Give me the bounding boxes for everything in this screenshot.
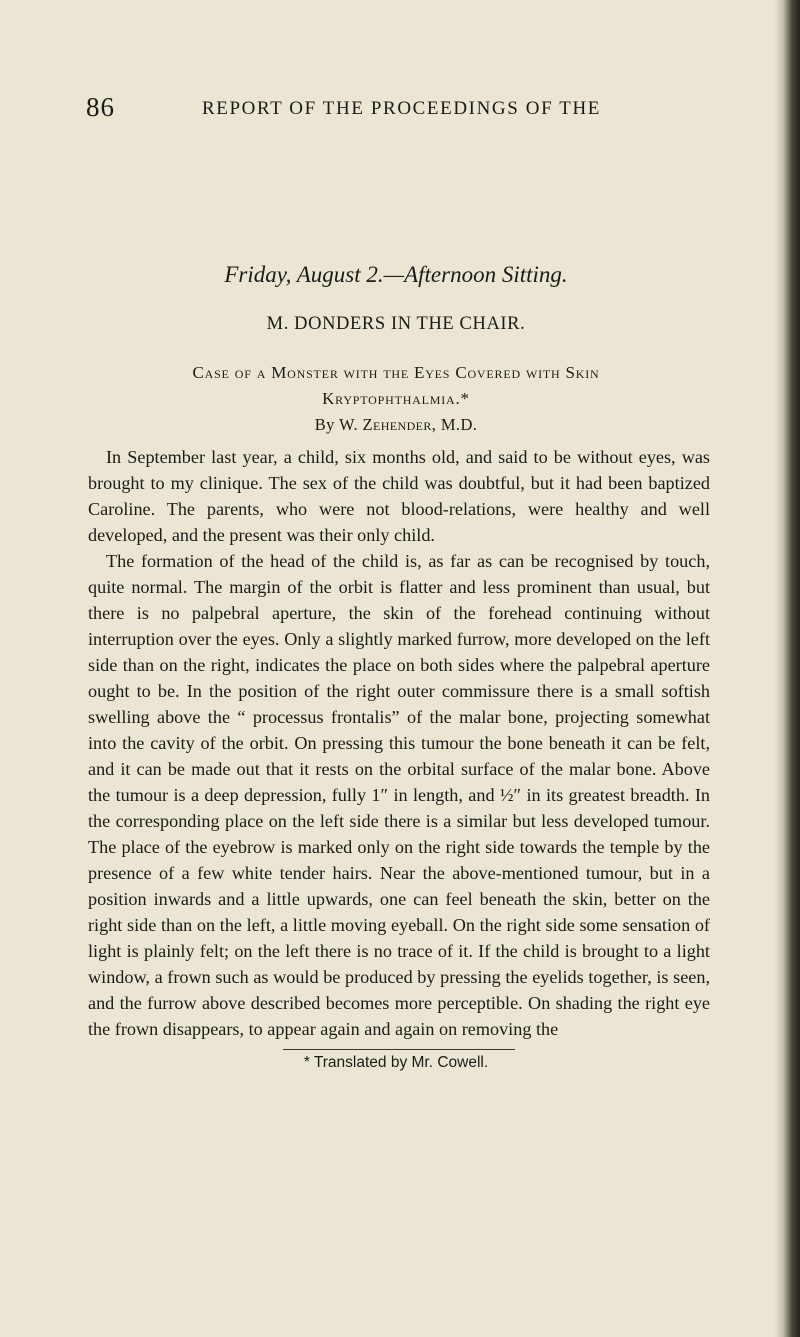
- footnote-rule: [283, 1049, 515, 1050]
- book-spine-shadow: [774, 0, 800, 1337]
- running-head: [86, 92, 706, 128]
- body-text: [88, 444, 710, 1042]
- paragraph: In September last year, a child, six months old, and said to be without eyes, was brought to my clinique. The sex of the child was doubtful, but it had been baptized Caroline. The parents, who were not blood-relations, were healthy and well developed, and the present was their only child.: [88, 447, 710, 545]
- footnote: * Translated by Mr. Cowell.: [303, 1054, 489, 1071]
- case-title-line-1: Case of a Monster with the Eyes Covered with Skin: [192, 363, 600, 382]
- byline-suffix: , M.D.: [431, 415, 478, 434]
- running-title: REPORT OF THE PROCEEDINGS OF THE: [202, 98, 601, 119]
- case-title: [86, 360, 706, 412]
- page-number: 86: [86, 92, 115, 122]
- case-title-line-2: Kryptophthalmia.*: [322, 389, 470, 408]
- session-heading: Friday, August 2.—Afternoon Sitting.: [224, 262, 568, 287]
- byline-prefix: By W.: [314, 415, 358, 434]
- chair-line: M. DONDERS IN THE CHAIR.: [266, 314, 526, 334]
- paragraph: The formation of the head of the child is, as far as can be recognised by touch, quite normal. The margin of the orbit is flatter and less prominent than usual, but there is no palpebral aperture, the skin of the forehead continuing without interruption over the eyes. Only a slightly marked furrow, more developed on the left side than on the right, indicates the place on both sides where the palpebral aperture ought to be. In the position of the right outer commissure there is a small softish swelling above the “ processus frontalis” of the malar bone, projecting somewhat into the cavity of the orbit. On pressing this tumour the bone beneath it can be felt, and it can be made out that it rests on the orbital surface of the malar bone. Above the tumour is a deep depression, fully 1″ in length, and ½″ in its greatest breadth. In the corresponding place on the left side there is a similar but less developed tumour. The place of the eyebrow is marked only on the right side towards the temple by the presence of a few white tender hairs. Near the above-mentioned tumour, but in a position inwards and a little upwards, one can feel beneath the skin, better on the right side than on the left, a little moving eyeball. On the right side some sensation of light is plainly felt; on the left there is no trace of it. If the child is brought to a light window, a frown such as would be produced by pressing the eyelids together, is seen, and the furrow above described becomes more perceptible. On shading the right eye the frown disappears, to appear again and again on removing the: [88, 551, 710, 1039]
- byline-author: Zehender: [362, 415, 432, 434]
- byline: [86, 415, 706, 435]
